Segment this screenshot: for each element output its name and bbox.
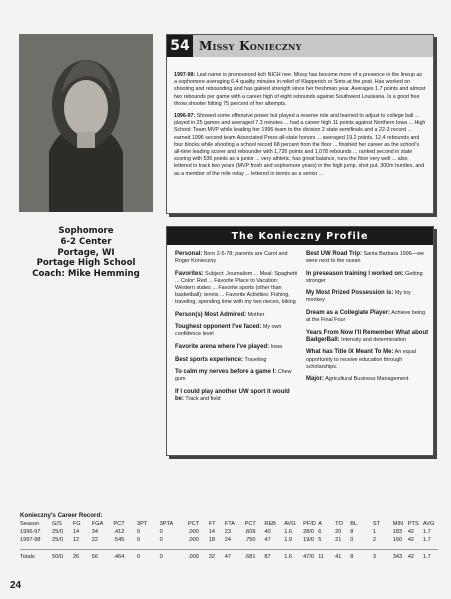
profile-label: Person(s) Most Admired: [175, 311, 247, 318]
record-cell: 14 [208, 529, 215, 535]
profile-value: Iowa [269, 343, 283, 350]
record-cell: 0 [137, 537, 141, 543]
profile-value: Achieve being at the Final Four [306, 310, 426, 324]
record-cell: .545 [113, 537, 125, 543]
record-cell: 14 [72, 529, 80, 535]
record-cell: 50/0 [52, 554, 63, 560]
record-cell: 41 [335, 554, 342, 560]
record-cell: FTA [224, 521, 235, 527]
jersey-number: 54 [167, 35, 193, 57]
record-cell: MIN [392, 521, 403, 527]
profile-label: Dream as a Collegiate Player: [306, 310, 391, 317]
bio-body: Last name is pronounced koh NICH nee. Missy has become more of a presence in the lineup as a sophomore averaging 6.4 quality minutes in relief of Klapperich or Sims at the post. Has worked on shooting and rebounding and has gained strength since her freshman year. Averages 1.7 points and almost two rebounds per game with a career high of eight rebounds against Southwest Louisiana. Is a good free throw shooter hitting 75 percent of her attempts. [174, 72, 426, 107]
record-cell: 47/0 [303, 554, 314, 560]
record-cell: .750 [244, 537, 256, 543]
profile-item [175, 324, 299, 338]
profile-label: Favorite arena where I've played: [175, 343, 270, 350]
name-bar [167, 35, 433, 57]
record-cell: TO [335, 521, 343, 527]
record-cell: 22 [91, 537, 98, 543]
profile-value: My toy monkey [306, 290, 411, 304]
player-year: Sophomore [58, 226, 114, 236]
record-cell: 0 [159, 529, 163, 535]
profile-item [175, 369, 299, 383]
record-row [20, 536, 438, 544]
profile-item [306, 330, 430, 344]
record-cell: PCT [113, 521, 125, 527]
profile-value: An equal opportunity to receive education through scholarships. [306, 349, 416, 370]
profile-value: My own confidence level [175, 324, 282, 338]
profile-label: Favorites: [175, 270, 204, 277]
profile-label: Best sports experience: [175, 356, 244, 363]
record-cell: FT [208, 521, 216, 527]
profile-title: The Konieczny Profile [167, 227, 433, 245]
record-cell: G/S [52, 521, 62, 527]
record-cell: 1.6 [284, 554, 292, 560]
career-record [20, 512, 438, 561]
record-cell: 183 [392, 529, 403, 535]
record-cell: 2 [372, 537, 377, 543]
profile-item [306, 376, 430, 383]
record-cell: 21 [335, 537, 342, 543]
record-cell: 0 [137, 529, 141, 535]
record-cell: REB [264, 521, 276, 527]
record-cell: BL [350, 521, 358, 527]
record-table [20, 520, 438, 561]
profile-label: Years From Now I'll Remember What about BadgerBall: [306, 329, 429, 343]
record-cell: 6 [318, 529, 322, 535]
record-cell: .000 [187, 529, 199, 535]
record-cell: AVG [422, 521, 435, 527]
profile-label: If I could play another UW sport it would be: [175, 388, 290, 402]
record-cell: 47 [224, 554, 232, 560]
record-cell: 0 [137, 554, 141, 560]
record-cell: 3PT [137, 521, 148, 527]
record-cell: FGA [91, 521, 104, 527]
player-hometown: Portage, WI [57, 247, 115, 258]
player-name: Missy Konieczny [199, 39, 302, 53]
profile-item [175, 251, 299, 265]
record-cell: 25/0 [52, 537, 63, 543]
profile-item [306, 290, 430, 304]
record-cell: FG [72, 521, 81, 527]
record-cell: PTS [407, 521, 419, 527]
profile-box [166, 226, 434, 456]
record-cell: .000 [187, 554, 199, 560]
profile-value: Mother [246, 311, 265, 318]
profile-value: Agricultural Business Management [324, 376, 409, 383]
record-cell: 1997-98 [20, 537, 41, 543]
player-high-school: Portage High School [36, 258, 136, 269]
profile-label: Toughest opponent I've faced: [175, 324, 262, 331]
record-cell: 1.6 [284, 529, 292, 535]
player-photo [19, 34, 153, 212]
profile-item [175, 389, 299, 403]
record-cell: 8 [350, 554, 354, 560]
record-row [20, 528, 438, 536]
page-number: 24 [10, 580, 22, 591]
record-cell: 343 [392, 554, 403, 560]
profile-label: What has Title IX Meant To Me: [306, 349, 394, 356]
bio-box [166, 34, 434, 214]
profile-label: Personal: [175, 251, 203, 257]
record-cell: 28/0 [303, 529, 314, 535]
profile-label: In preseason training I worked on: [306, 270, 404, 277]
record-cell: 8 [350, 529, 354, 535]
record-cell: 5 [318, 537, 322, 543]
record-cell: 1.7 [422, 529, 431, 535]
record-title: Konieczny's Career Record: [20, 512, 103, 519]
profile-value: Born 2-5-78; parents are Carol and Roger Konieczny [175, 251, 288, 265]
record-cell: 3 [372, 554, 377, 560]
record-cell: 3PTA [159, 521, 174, 527]
profile-item [175, 344, 299, 351]
profile-label: To calm my nerves before a game I: [175, 369, 277, 376]
record-cell: Totals [20, 554, 35, 560]
record-cell: ST [372, 521, 381, 527]
record-cell: 32 [208, 554, 215, 560]
record-cell: 1.7 [422, 554, 431, 560]
profile-value: Chew gum [175, 369, 292, 383]
profile-value: Traveling [243, 356, 267, 363]
record-cell: A [318, 521, 322, 527]
bio-year: 1997-98: [174, 72, 196, 78]
profile-right-column [306, 251, 430, 389]
record-cell: Season [20, 521, 39, 527]
profile-value: Getting stronger [306, 270, 423, 284]
record-totals-row [20, 549, 438, 561]
record-cell: 25/0 [52, 529, 63, 535]
record-cell: 24 [224, 537, 232, 543]
record-cell: 0 [350, 537, 354, 543]
record-cell: 11 [318, 554, 324, 560]
profile-item [175, 357, 299, 364]
profile-label: My Most Prized Possession is: [306, 290, 394, 297]
record-cell: 1 [372, 529, 377, 535]
profile-value: Intensity and determination [339, 336, 406, 343]
profile-value: Track and field [184, 395, 221, 402]
bio-paragraph [174, 113, 426, 178]
record-cell: 47 [264, 537, 271, 543]
profile-value: Subject: Journalism ... Meal: Spaghetti ... Color: Red ... Favorite Place to Vacation: Western states ... Favorite sports (other than basketball): tennis ... Favorite Activities: Fishing, traveling, spending time with my two nieces, biking [175, 270, 298, 306]
profile-item [175, 312, 299, 319]
record-cell: 12 [72, 537, 80, 543]
profile-value: Santa Barbara 1996—we were next to the ocean [306, 251, 425, 265]
record-cell: 1.9 [284, 537, 292, 543]
record-cell: PCT [244, 521, 256, 527]
bio-text [174, 72, 426, 183]
record-cell: 56 [91, 554, 98, 560]
profile-item [306, 271, 430, 285]
player-info [20, 226, 152, 280]
record-cell: 1.7 [422, 537, 431, 543]
record-cell: 23 [224, 529, 232, 535]
profile-label: Major: [306, 376, 324, 383]
record-cell: 19/0 [303, 537, 314, 543]
record-cell: 34 [91, 529, 98, 535]
record-cell: 18 [208, 537, 215, 543]
profile-left-column [175, 251, 299, 409]
record-cell: 42 [407, 529, 415, 535]
record-header-row [20, 520, 438, 528]
record-cell: 26 [72, 554, 80, 560]
record-cell: 20 [335, 529, 342, 535]
bio-body: Showed some offensive power but played a reserve role and learned to adjust to college ball ... played in 25 games and averaged 7.3 minutes ... had a career high 11 points against Northern Iowa ... High School: Team MVP while leading her 1996 team to the division 2 state semifinals and a 22-3 record ... earned 1996 second team Associated Press all-state honors ... averaged 19.2 points, 12.4 rebounds and four blocks while shooting a school record 68 percent from the floor ... finished her career as the school's all-time leading scorer and rebounder with 1,726 points and 1,078 rebounds ... ranked second in state scoring with 536 points as a junior ... very athletic, has great balance, runs the floor very well ... also lettered in track two years (MVP frosh and sophomore years) in the high jump, shot put, 300m hurdles, and as a member of the mile relay ... lettered in tennis as a senior ... [174, 113, 426, 177]
player-coach: Coach: Mike Hemming [32, 269, 140, 280]
profile-item [306, 349, 430, 370]
record-cell: 42 [407, 537, 415, 543]
record-cell: .609 [244, 529, 256, 535]
record-cell: AVG [284, 521, 296, 527]
profile-item [306, 251, 430, 265]
record-cell: 1996-97 [20, 529, 41, 535]
bio-paragraph [174, 72, 426, 108]
record-cell: 87 [264, 554, 271, 560]
player-position: 6-2 Center [60, 236, 112, 247]
profile-item [175, 271, 299, 306]
record-cell: .681 [244, 554, 256, 560]
record-cell: 40 [264, 529, 271, 535]
record-cell: PCT [187, 521, 200, 527]
record-cell: 0 [159, 554, 163, 560]
record-cell: .464 [113, 554, 125, 560]
bio-year: 1996-97: [174, 113, 196, 120]
record-cell: 42 [407, 554, 415, 560]
record-cell: .412 [113, 529, 125, 535]
profile-label: Best UW Road Trip: [306, 251, 363, 257]
record-cell: .000 [187, 537, 199, 543]
record-cell: 160 [392, 537, 403, 543]
record-cell: PF/D [303, 521, 316, 527]
record-cell: 0 [159, 537, 163, 543]
profile-item [306, 310, 430, 324]
